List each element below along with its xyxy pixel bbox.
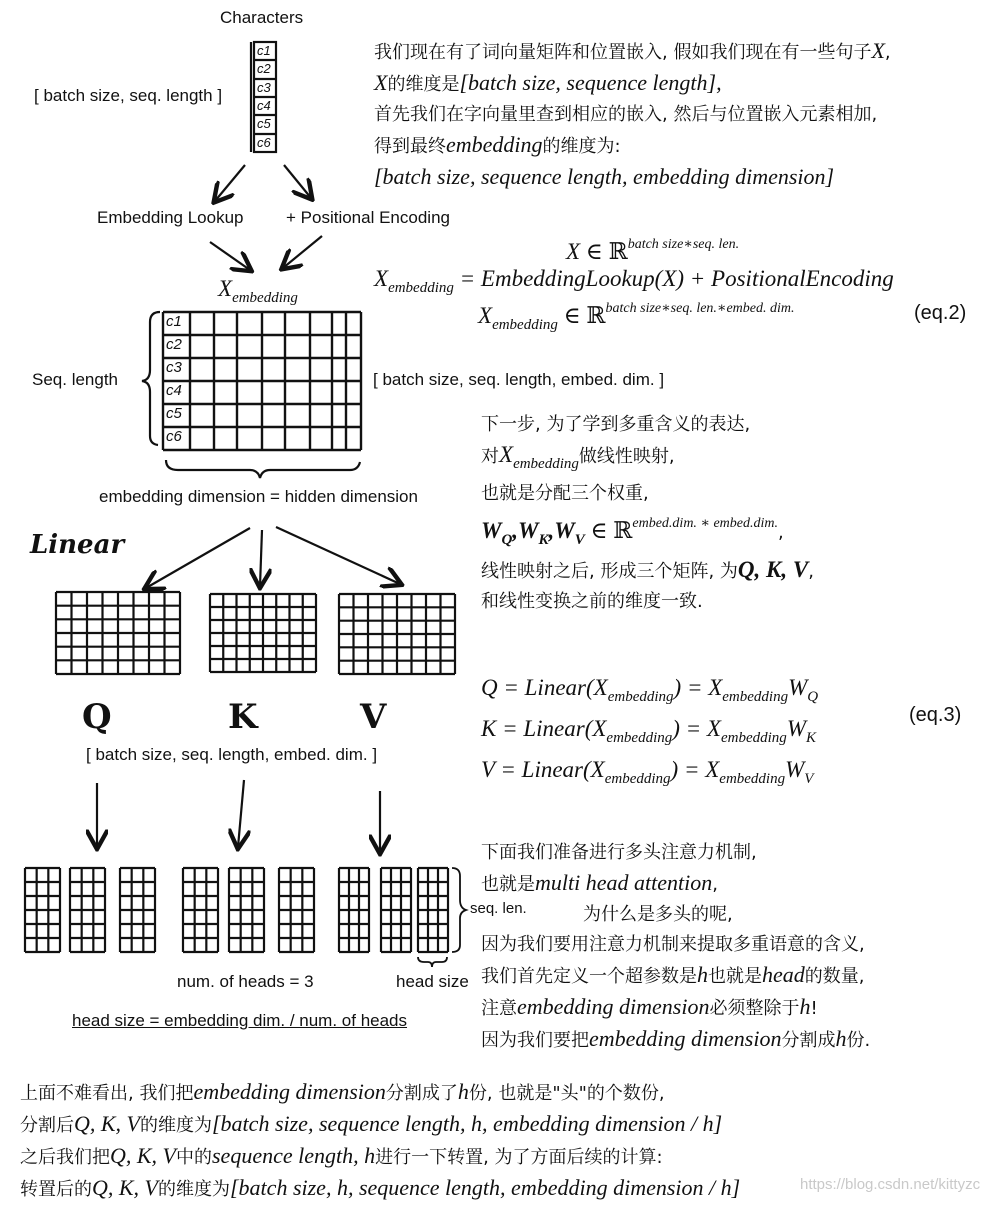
bottom-para <box>20 1077 740 1205</box>
eq3-w-sub: K <box>805 730 816 746</box>
para3-line7-h: h <box>835 1026 847 1051</box>
embedding-lookup-label: Embedding Lookup <box>97 208 244 227</box>
characters-title: Characters <box>220 8 304 27</box>
eq3-emb-sub2: embedding <box>722 689 789 705</box>
para3-line2-end: , <box>712 874 718 895</box>
eq3-emb-sub2: embedding <box>720 730 787 746</box>
bottom-line1-h: h <box>457 1079 469 1104</box>
eq3-w: W <box>785 757 805 782</box>
para3-line6-it: embedding dimension <box>517 994 710 1019</box>
para3-line6-b: 必须整除于 <box>709 998 800 1019</box>
eq2-l3-x: X <box>478 303 493 328</box>
para1-line2 <box>374 68 891 100</box>
eq3-mid2: ) = X <box>670 757 720 782</box>
seq-len-label: seq. len. <box>470 900 527 917</box>
eq2-label: (eq.2) <box>914 302 967 324</box>
para3-line7-c: 份. <box>846 1030 871 1051</box>
emb-cell-5: c5 <box>166 405 182 422</box>
eq2-line3 <box>478 300 795 334</box>
para2-line5-qkv: Q, K, V <box>737 557 809 582</box>
bottom-line3-c: 进行一下转置, 为了方面后续的计算: <box>375 1147 663 1168</box>
num-heads-label: num. of heads = 3 <box>177 972 314 991</box>
eq2-l1-reals: ℝ <box>608 239 628 264</box>
eq3-lhs: V <box>481 757 495 782</box>
emb-cell-2: c2 <box>166 336 182 353</box>
wq-sub: Q <box>501 532 513 548</box>
eq2-l3-sub: embedding <box>492 317 558 333</box>
k-matrix <box>210 594 316 672</box>
eq3 <box>481 672 818 795</box>
para1-line4 <box>374 130 891 162</box>
bottom-line3-qkv: Q, K, V <box>110 1143 176 1168</box>
para3-line2 <box>481 868 870 900</box>
para3-line1: 下面我们准备进行多头注意力机制, <box>481 842 757 863</box>
seq-len-brace <box>452 868 466 952</box>
wv-sub: V <box>574 532 585 548</box>
para2-line4-sup: embed.dim. ∗ embed.dim. <box>632 516 778 531</box>
para3-line3: 为什么是多头的呢, <box>583 904 733 925</box>
para2-line5-end: , <box>808 561 814 582</box>
eq3-lhs: K <box>481 716 497 741</box>
para1-line4-it: embedding <box>446 132 543 157</box>
embed-shape-label: [ batch size, seq. length, embed. dim. ] <box>373 370 665 389</box>
para1-line2-text: 的维度是 <box>387 74 460 95</box>
char-cell-3: c3 <box>257 79 271 95</box>
eq3-w: W <box>786 716 806 741</box>
bottom-line3-it: sequence length, h <box>212 1143 376 1168</box>
eq2-line2 <box>374 266 894 297</box>
eq2-l2-rhs: = EmbeddingLookup(X) + PositionalEncoding <box>453 266 894 291</box>
k-letter: K <box>228 697 258 737</box>
watermark: https://blog.csdn.net/kittyzc <box>800 1176 981 1193</box>
wv-w: W <box>554 518 575 543</box>
char-cell-6: c6 <box>257 134 271 150</box>
para2-line4-end: , <box>777 522 784 543</box>
eq2-l3-reals: ℝ <box>586 303 606 328</box>
para2-line4-reals: ℝ <box>613 518 633 543</box>
para2-line2-sub: embedding <box>513 456 579 472</box>
head-matrix-1-3 <box>120 868 155 952</box>
para3-line6-a: 注意 <box>481 998 517 1019</box>
bottom-line4-qkv: Q, K, V <box>92 1175 158 1200</box>
emb-cell-3: c3 <box>166 359 182 376</box>
head-matrix-2-2 <box>229 868 264 952</box>
bottom-line1 <box>20 1077 740 1109</box>
para1-line2-x: X <box>374 70 388 95</box>
para3-line7 <box>481 1024 870 1056</box>
para3 <box>481 838 870 1056</box>
para3-line5-a: 我们首先定义一个超参数是 <box>481 966 697 987</box>
emb-cell-1: c1 <box>166 313 182 330</box>
eq2-l2-sub: embedding <box>388 280 454 296</box>
eq3-w: W <box>788 675 808 700</box>
para1-line4-b: 的维度为: <box>542 136 621 157</box>
para1-line5: [batch size, sequence length, embedding dimension] <box>374 164 835 189</box>
bottom-line2-qkv: Q, K, V <box>74 1111 140 1136</box>
arrow-posenc-to-xemb <box>283 236 322 268</box>
eq3-w-sub: V <box>804 771 814 787</box>
arrow-to-q <box>146 528 250 588</box>
head-matrix-2-3 <box>279 868 314 952</box>
para2-line5-text: 线性映射之后, 形成三个矩阵, 为 <box>481 561 738 582</box>
para3-line5-head: head <box>762 962 805 987</box>
bottom-line4-it: [batch size, h, sequence length, embedding dimension / h] <box>230 1175 741 1200</box>
para1-line3: 首先我们在字向量里查到相应的嵌入, 然后与位置嵌入元素相加, <box>374 104 878 125</box>
para3-line7-b: 分割成 <box>781 1030 836 1051</box>
para2-line2-b: 做线性映射, <box>578 446 675 467</box>
bottom-line3-b: 中的 <box>176 1147 212 1168</box>
para3-line7-it: embedding dimension <box>589 1026 782 1051</box>
head-size-formula: head size = embedding dim. / num. of heads <box>72 1011 408 1030</box>
wq-w: W <box>481 518 502 543</box>
head-matrix-3-3 <box>418 868 448 952</box>
para1-line2-shape: [batch size, sequence length], <box>459 70 722 95</box>
para2-line4-in: ∈ <box>584 518 614 543</box>
para3-line2-text: 也就是 <box>481 874 535 895</box>
para2-line5 <box>481 555 814 587</box>
char-cell-1: c1 <box>257 43 271 58</box>
char-shape-label: [ batch size, seq. length ] <box>34 86 223 105</box>
bottom-line4-b: 的维度为 <box>158 1179 230 1200</box>
wk-w: W <box>518 518 539 543</box>
arrow-to-embedding-lookup <box>215 165 245 201</box>
emb-cell-4: c4 <box>166 382 182 399</box>
head-size-brace <box>418 957 447 967</box>
seq-length-label: Seq. length <box>32 370 119 389</box>
emb-cell-6: c6 <box>166 428 182 445</box>
para3-line5-c: 的数量, <box>804 966 865 987</box>
para1-line1-text: 我们现在有了词向量矩阵和位置嵌入, 假如我们现在有一些句子 <box>374 42 872 63</box>
positional-encoding-label: + Positional Encoding <box>286 208 450 227</box>
bottom-line1-c: 份, 也就是"头"的个数份, <box>468 1083 665 1104</box>
seq-length-brace <box>142 312 160 445</box>
embedding-dim-brace <box>166 460 360 478</box>
bottom-line2-it: [batch size, sequence length, h, embedding dimension / h] <box>212 1111 723 1136</box>
linear-label: Linear <box>30 530 125 560</box>
para2-line2-x: X <box>499 442 514 467</box>
bottom-line1-it: embedding dimension <box>193 1079 386 1104</box>
arrow-lookup-to-xemb <box>210 242 250 270</box>
bottom-line2-a: 分割后 <box>20 1115 74 1136</box>
para1-line1 <box>374 36 891 68</box>
eq3-label: (eq.3) <box>909 704 962 726</box>
para2-line6: 和线性变换之前的维度一致. <box>481 591 703 612</box>
eq3-mid2: ) = X <box>673 675 723 700</box>
para2-line4: $W_Q,W_K,W_V$ ∈ ℝ$^{embed.dim. ∗ embed.dim.}$, <box>481 516 784 548</box>
eq3-emb-sub: embedding <box>606 730 673 746</box>
char-cell-5: c5 <box>257 116 271 132</box>
para2-line2-a: 对 <box>481 446 499 467</box>
arrow-to-v <box>276 527 400 584</box>
head-size-label: head size <box>396 972 469 991</box>
eq3-row <box>481 713 818 754</box>
char-cell-2: c2 <box>257 61 271 77</box>
eq3-mid: = Linear(X <box>494 757 605 782</box>
para2-line2 <box>481 440 814 479</box>
head-matrix-3-2 <box>381 868 411 952</box>
eq3-emb-sub: embedding <box>607 689 674 705</box>
eq2-l1-sup: batch size∗seq. len. <box>627 237 740 252</box>
arrow-to-k <box>260 530 262 586</box>
para3-line5 <box>481 960 870 992</box>
eq3-mid: = Linear(X <box>497 675 608 700</box>
para3-line2-it: multi head attention <box>535 870 713 895</box>
para2 <box>481 410 814 617</box>
x-embedding-main: X <box>218 276 233 301</box>
x-embedding-sub: embedding <box>232 290 298 306</box>
eq3-emb-sub2: embedding <box>719 771 786 787</box>
bottom-line3 <box>20 1141 740 1173</box>
eq2-l1-x: X ∈ <box>566 239 609 264</box>
bottom-line2-b: 的维度为 <box>140 1115 212 1136</box>
qkv-shape-label: [ batch size, seq. length, embed. dim. ] <box>86 745 378 764</box>
v-matrix <box>339 594 455 674</box>
para3-line4: 因为我们要用注意力机制来提取多重语意的含义, <box>481 934 865 955</box>
para1-line4-a: 得到最终 <box>374 136 446 157</box>
para1-line1-end: , <box>884 42 891 63</box>
para3-line5-b: 也就是 <box>708 966 762 987</box>
eq2-l3-sup: batch size∗seq. len.∗embed. dim. <box>605 301 795 316</box>
x-embedding-label <box>218 276 298 307</box>
eq3-mid2: ) = X <box>672 716 721 741</box>
eq3-emb-sub: embedding <box>604 771 671 787</box>
head-matrix-2-1 <box>183 868 218 952</box>
eq3-mid: = Linear(X <box>496 716 607 741</box>
embedding-matrix <box>163 312 361 450</box>
q-letter: Q <box>82 697 112 737</box>
head-matrix-3-1 <box>339 868 369 952</box>
eq3-row <box>481 672 818 713</box>
bottom-line4 <box>20 1173 740 1205</box>
v-letter: V <box>360 697 387 737</box>
para3-line6-c: ! <box>810 998 818 1019</box>
eq2-l3-in: ∈ <box>557 303 587 328</box>
para3-line6 <box>481 992 870 1024</box>
wk-sub: K <box>538 532 549 548</box>
head-matrix-1-2 <box>70 868 105 952</box>
eq3-lhs: Q <box>481 675 498 700</box>
bottom-line1-a: 上面不难看出, 我们把 <box>20 1083 194 1104</box>
para3-line5-h: h <box>697 962 708 987</box>
q-matrix <box>56 592 180 674</box>
char-cell-4: c4 <box>257 97 271 113</box>
bottom-line3-a: 之后我们把 <box>20 1147 110 1168</box>
eq3-w-sub: Q <box>807 689 819 705</box>
bottom-line1-b: 分割成了 <box>385 1083 458 1104</box>
eq2-l2-lhs: X <box>374 266 389 291</box>
para3-line6-h: h <box>799 994 811 1019</box>
eq2-line1 <box>566 236 739 265</box>
para1 <box>374 36 891 192</box>
para1-line1-x: X <box>871 38 885 63</box>
eq3-row <box>481 754 818 795</box>
para2-line3: 也就是分配三个权重, <box>481 483 649 504</box>
head-matrix-1-1 <box>25 868 60 952</box>
bottom-line4-a: 转置后的 <box>20 1179 92 1200</box>
para2-line1: 下一步, 为了学到多重含义的表达, <box>481 414 751 435</box>
arrow-k-to-heads <box>238 780 244 847</box>
bottom-line2 <box>20 1109 740 1141</box>
embedding-dim-label: embedding dimension = hidden dimension <box>99 487 418 506</box>
para3-line7-a: 因为我们要把 <box>481 1030 589 1051</box>
arrow-to-positional-encoding <box>284 165 311 198</box>
